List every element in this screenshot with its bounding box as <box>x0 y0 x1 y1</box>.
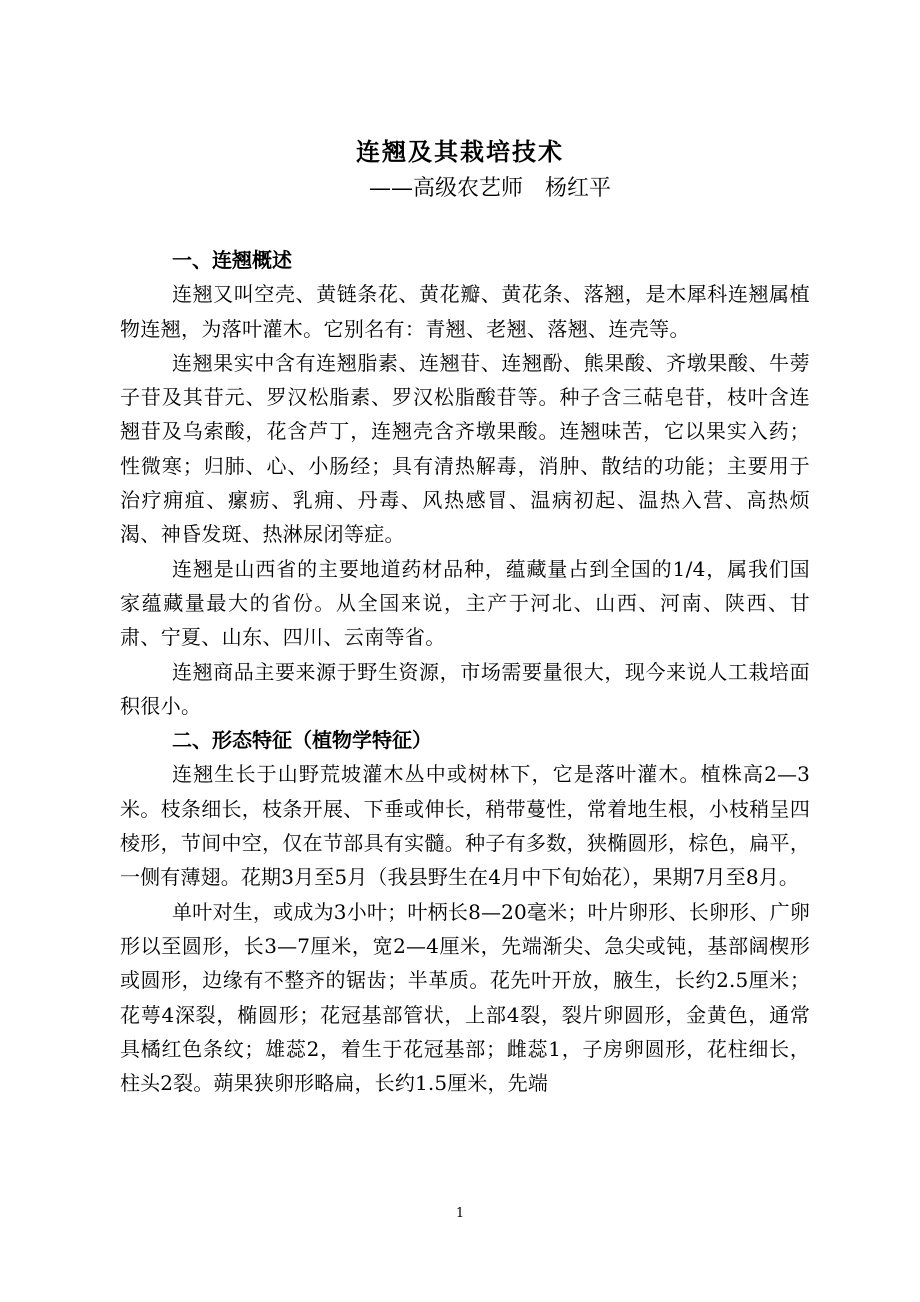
paragraph: 单叶对生，或成为3小叶；叶柄长8—20毫米；叶片卵形、长卵形、广卵形以至圆形，长3—7厘米，宽2—4厘米，先端渐尖、急尖或钝，基部阔楔形或圆形，边缘有不整齐的锯齿；半革质。花先叶开放，腋生，长约2.5厘米；花萼4深裂，椭圆形；花冠基部管状，上部4裂，裂片卵圆形，金黄色，通常具橘红色条纹；雄蕊2，着生于花冠基部；雌蕊1，子房卵圆形，花柱细长，柱头2裂。蒴果狭卵形略扁，长约1.5厘米，先端 <box>120 899 810 1096</box>
page-number: 1 <box>455 1206 465 1221</box>
section-heading-morphology: 二、形态特征（植物学特征） <box>172 728 432 753</box>
page-title: 连翘及其栽培技术 <box>356 138 564 166</box>
paragraph: 连翘又叫空壳、黄链条花、黄花瓣、黄花条、落翘，是木犀科连翘属植物连翘，为落叶灌木。它别名有：青翘、老翘、落翘、连壳等。 <box>120 282 810 341</box>
author-subtitle: ——高级农艺师 杨红平 <box>368 176 611 201</box>
section-heading-overview: 一、连翘概述 <box>172 248 292 272</box>
document-body <box>120 243 810 1100</box>
paragraph: 连翘果实中含有连翘脂素、连翘苷、连翘酚、熊果酸、齐墩果酸、牛蒡子苷及其苷元、罗汉松脂素、罗汉松脂酸苷等。种子含三萜皂苷，枝叶含连翘苷及乌索酸，花含芦丁，连翘壳含齐墩果酸。连翘味苦，它以果实入药；性微寒；归肺、心、小肠经；具有清热解毒，消肿、散结的功能；主要用于治疗痈疽、瘰疬、乳痈、丹毒、风热感冒、温病初起、温热入营、高热烦渴、神昏发斑、热淋尿闭等症。 <box>120 350 810 547</box>
paragraph: 连翘商品主要来源于野生资源，市场需要量很大，现今来说人工栽培面积很小。 <box>120 659 810 718</box>
paragraph: 连翘生长于山野荒坡灌木丛中或树林下，它是落叶灌木。植株高2—3米。枝条细长，枝条开展、下垂或伸长，稍带蔓性，常着地生根，小枝稍呈四棱形，节间中空，仅在节部具有实髓。种子有多数，狭椭圆形，棕色，扁平，一侧有薄翅。花期3月至5月（我县野生在4月中下旬始花），果期7月至8月。 <box>120 762 810 890</box>
paragraph: 连翘是山西省的主要地道药材品种，蕴藏量占到全国的1/4，属我们国家蕴藏量最大的省份。从全国来说，主产于河北、山西、河南、陕西、甘肃、宁夏、山东、四川、云南等省。 <box>120 556 810 650</box>
